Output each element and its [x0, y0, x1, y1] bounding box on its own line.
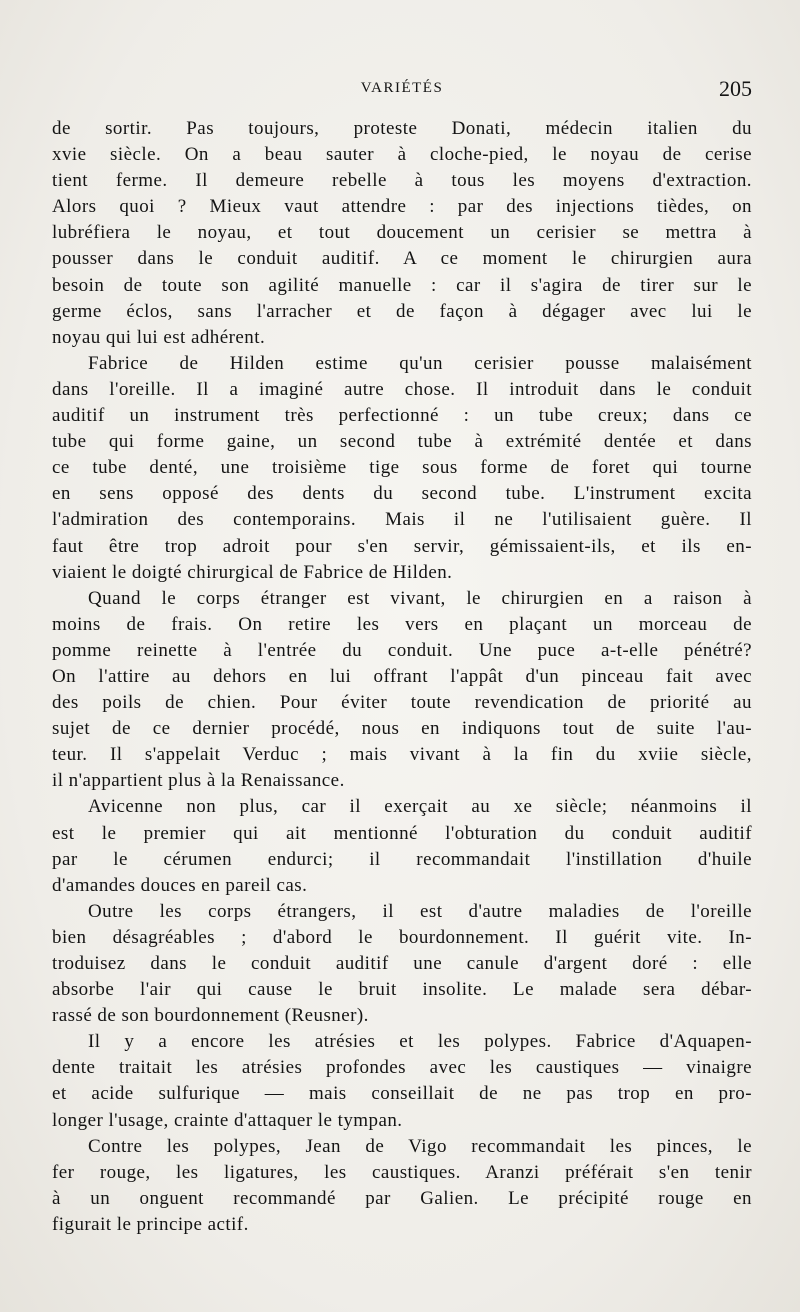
- text-line: de sortir. Pas toujours, proteste Donati, médecin italien du: [52, 118, 752, 139]
- text-line: l'admiration des contemporains. Mais il ne l'utilisaient guère. Il: [52, 509, 752, 531]
- page-number: 205: [719, 76, 752, 101]
- paragraph-avicenne: [52, 794, 752, 898]
- text-line: bien désagréables ; d'abord le bourdonnement. Il guérit vite. In-: [52, 926, 752, 948]
- text-line: faut être trop adroit pour s'en servir, gémissaient-ils, et ils en-: [52, 535, 752, 557]
- text-line: viaient le doigté chirurgical de Fabrice de Hilden.: [52, 561, 453, 583]
- body-text: [52, 116, 752, 1238]
- text-line: besoin de toute son agilité manuelle : car il s'agira de tirer sur le: [52, 274, 752, 296]
- text-line: lubréfiera le noyau, et tout doucement un cerisier se mettra à: [52, 222, 752, 244]
- text-line: Quand le corps étranger est vivant, le chirurgien en a raison à: [88, 587, 752, 609]
- text-line: Outre les corps étrangers, il est d'autre maladies de l'oreille: [88, 900, 752, 922]
- text-line: figurait le principe actif.: [52, 1213, 249, 1235]
- text-line: tube qui forme gaine, un second tube à extrémité dentée et dans: [52, 431, 752, 453]
- text-line: pousser dans le conduit auditif. A ce moment le chirurgien aura: [52, 248, 752, 270]
- paragraph-donati: [52, 116, 752, 351]
- text-line: Alors quoi ? Mieux vaut attendre : par des injections tièdes, on: [52, 196, 752, 218]
- text-line: sujet de ce dernier procédé, nous en indiquons tout de suite l'au-: [52, 718, 752, 740]
- text-line: à un onguent recommandé par Galien. Le précipité rouge en: [52, 1187, 752, 1209]
- text-line: et acide sulfurique — mais conseillait de ne pas trop en pro-: [52, 1083, 752, 1105]
- text-line: des poils de chien. Pour éviter toute revendication de priorité au: [52, 692, 752, 714]
- text-line: auditif un instrument très perfectionné : un tube creux; dans ce: [52, 405, 752, 427]
- paragraph-bourdonnement: [52, 899, 752, 1029]
- running-head: [52, 76, 752, 110]
- text-line: longer l'usage, crainte d'attaquer le tympan.: [52, 1109, 403, 1131]
- text-line: est le premier qui ait mentionné l'obturation du conduit auditif: [52, 822, 752, 844]
- text-line: d'amandes douces en pareil cas.: [52, 874, 308, 896]
- text-line: Fabrice de Hilden estime qu'un cerisier pousse malaisément: [88, 352, 752, 374]
- text-line: dente traitait les atrésies profondes avec les caustiques — vinaigre: [52, 1057, 752, 1079]
- text-line: germe éclos, sans l'arracher et de façon à dégager avec lui le: [52, 300, 752, 322]
- text-line: il n'appartient plus à la Renaissance.: [52, 770, 345, 792]
- paragraph-corps-vivant: [52, 586, 752, 795]
- paragraph-fabrice-de-hilden: [52, 351, 752, 586]
- running-title: VARIÉTÉS: [360, 80, 444, 96]
- text-line: Contre les polypes, Jean de Vigo recommandait les pinces, le: [88, 1135, 752, 1157]
- text-line: moins de frais. On retire les vers en plaçant un morceau de: [52, 613, 752, 635]
- text-line: Avicenne non plus, car il exerçait au xe siècle; néanmoins il: [88, 796, 752, 818]
- text-line: ce tube denté, une troisième tige sous forme de foret qui tourne: [52, 457, 752, 479]
- text-line: teur. Il s'appelait Verduc ; mais vivant à la fin du xviie siècle,: [52, 744, 752, 766]
- text-line: troduisez dans le conduit auditif une canule d'argent doré : elle: [52, 953, 752, 974]
- text-line: pomme reinette à l'entrée du conduit. Une puce a-t-elle pénétré?: [52, 639, 752, 661]
- paragraph-polypes: [52, 1134, 752, 1238]
- text-line: Il y a encore les atrésies et les polypes. Fabrice d'Aquapen-: [88, 1031, 752, 1053]
- paragraph-atresies: [52, 1029, 752, 1133]
- text-line: absorbe l'air qui cause le bruit insolite. Le malade sera débar-: [52, 979, 752, 1001]
- text-line: noyau qui lui est adhérent.: [52, 326, 266, 348]
- text-line: rassé de son bourdonnement (Reusner).: [52, 1005, 369, 1027]
- text-line: xvie siècle. On a beau sauter à cloche-pied, le noyau de cerise: [52, 144, 752, 166]
- text-line: dans l'oreille. Il a imaginé autre chose. Il introduit dans le conduit: [52, 378, 752, 400]
- text-line: en sens opposé des dents du second tube. L'instrument excita: [52, 483, 752, 505]
- text-line: tient ferme. Il demeure rebelle à tous les moyens d'extraction.: [52, 170, 752, 192]
- text-line: par le cérumen endurci; il recommandait l'instillation d'huile: [52, 848, 752, 870]
- text-line: fer rouge, les ligatures, les caustiques. Aranzi préférait s'en tenir: [52, 1161, 752, 1183]
- text-line: On l'attire au dehors en lui offrant l'appât d'un pinceau fait avec: [52, 665, 752, 687]
